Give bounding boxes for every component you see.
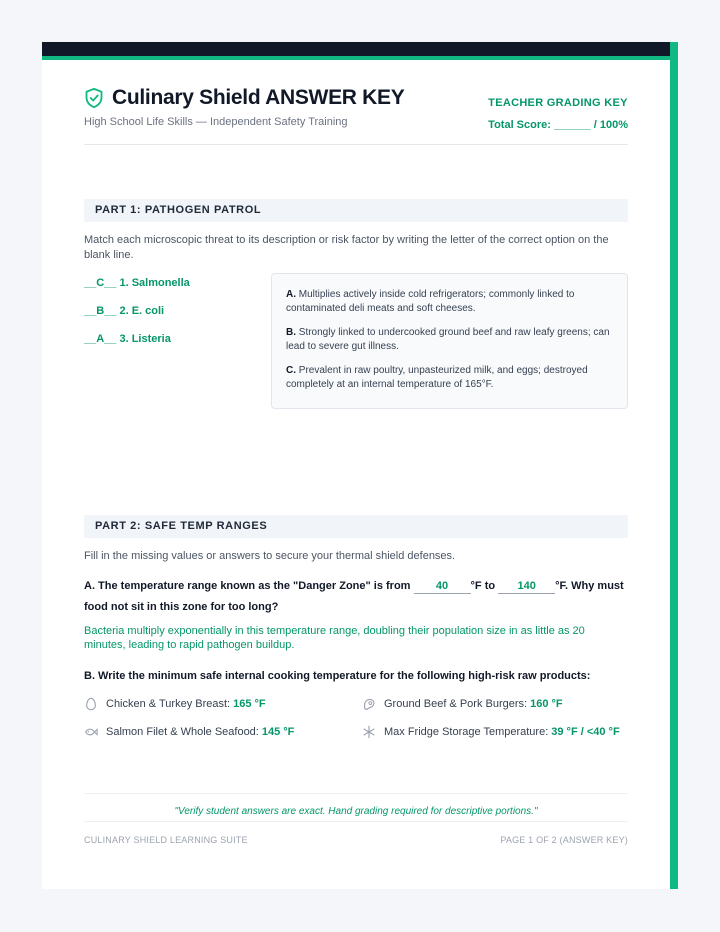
shield-check-icon (84, 87, 104, 109)
header-divider (84, 144, 628, 145)
temp-value: 39 °F / <40 °F (551, 726, 620, 738)
fish-icon (84, 725, 98, 739)
page-title: Culinary Shield ANSWER KEY (112, 86, 405, 109)
danger-zone-high-blank: 140 (498, 579, 555, 594)
temp-value: 145 °F (261, 726, 295, 738)
question-a (84, 576, 628, 618)
grading-box (488, 97, 628, 131)
part2-heading: PART 2: SAFE TEMP RANGES (84, 515, 628, 538)
option-text: Strongly linked to undercooked ground beef and raw leafy greens; can lead to severe gut illness. (286, 327, 610, 352)
grading-key-label: TEACHER GRADING KEY (488, 97, 628, 109)
question-b: B. Write the minimum safe internal cooking temperature for the following high-risk raw products: (84, 670, 591, 682)
question-a-mid: °F to (470, 580, 496, 592)
question-a-prefix: A. The temperature range known as the "Danger Zone" is from (84, 580, 411, 592)
egg-icon (84, 697, 98, 711)
option-letter: C. (286, 365, 296, 376)
temp-fridge (362, 725, 620, 739)
footer-suite-name: CULINARY SHIELD LEARNING SUITE (84, 835, 248, 845)
footer-divider-top (84, 793, 628, 794)
temp-beef (362, 697, 563, 711)
temp-label: Max Fridge Storage Temperature: (384, 726, 549, 738)
options-box (271, 273, 628, 409)
temp-chicken (84, 697, 266, 711)
match-answer-salmonella: __C__ 1. Salmonella (84, 277, 190, 289)
snowflake-icon (362, 725, 376, 739)
footer-divider-bottom (84, 821, 628, 822)
side-accent-stripe (670, 42, 678, 889)
temp-label: Ground Beef & Pork Burgers: (384, 698, 528, 710)
document-header (84, 86, 628, 146)
total-score: Total Score: ______ / 100% (488, 119, 628, 131)
question-a-suffix: °F. Why must food not sit in this zone for too long? (84, 580, 624, 613)
danger-zone-low-blank: 40 (414, 579, 471, 594)
option-text: Prevalent in raw poultry, unpasteurized milk, and eggs; destroyed completely at an internal temperature of 165°F. (286, 365, 588, 390)
option-letter: A. (286, 289, 296, 300)
part1-instructions: Match each microscopic threat to its description or risk factor by writing the letter of the correct option on the blank line. (84, 234, 609, 261)
top-bar (42, 42, 678, 56)
temp-label: Salmon Filet & Whole Seafood: (106, 726, 259, 738)
temp-value: 165 °F (233, 698, 266, 710)
worksheet-page (42, 42, 678, 889)
option-b (286, 326, 613, 354)
footer-page-number: PAGE 1 OF 2 (ANSWER KEY) (500, 835, 628, 845)
option-letter: B. (286, 327, 296, 338)
page-subtitle: High School Life Skills — Independent Safety Training (84, 116, 348, 128)
part1-heading: PART 1: PATHOGEN PATROL (84, 199, 628, 222)
option-text: Multiplies actively inside cold refrigerators; commonly linked to contaminated deli meats and soft cheeses. (286, 289, 575, 314)
temp-value: 160 °F (530, 698, 563, 710)
title-row (84, 86, 404, 110)
temp-label: Chicken & Turkey Breast: (106, 698, 231, 710)
option-c (286, 364, 613, 392)
top-accent-stripe (42, 56, 678, 60)
match-answer-ecoli: __B__ 2. E. coli (84, 305, 165, 317)
match-answer-listeria: __A__ 3. Listeria (84, 333, 171, 345)
part2-instructions: Fill in the missing values or answers to secure your thermal shield defenses. (84, 550, 456, 562)
option-a (286, 288, 613, 316)
temp-salmon (84, 725, 294, 739)
question-a-answer: Bacteria multiply exponentially in this temperature range, doubling their population size in as little as 20 minutes, leading to rapid pathogen buildup. (84, 625, 585, 651)
grading-note: "Verify student answers are exact. Hand grading required for descriptive portions." (174, 806, 538, 817)
meat-icon (362, 697, 376, 711)
